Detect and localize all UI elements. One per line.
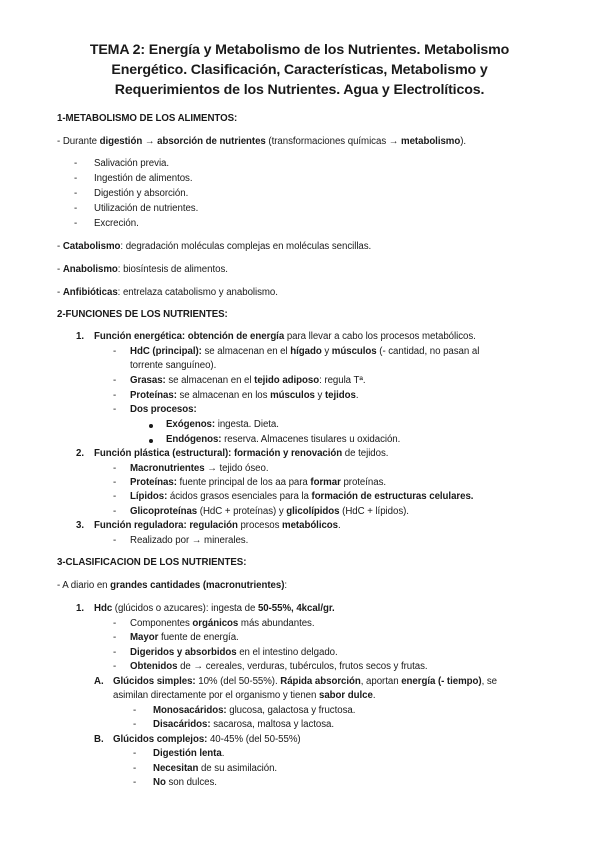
list-number: 1. (76, 603, 85, 614)
list-number: 1. (76, 331, 85, 342)
dash-bullet: - (113, 506, 117, 517)
monosacaridos-item: Monosacáridos: glucosa, galactosa y fructosa. (153, 705, 356, 716)
list-letter: B. (94, 734, 104, 745)
list-number: 3. (76, 520, 85, 531)
dash-bullet: - (74, 173, 78, 184)
endogenos-item: Endógenos: reserva. Almacenes tisulares u oxidación. (166, 434, 401, 445)
title-line-3: Requerimientos de los Nutrientes. Agua y Electrolíticos. (114, 82, 485, 98)
dash-bullet: - (113, 618, 117, 629)
dash-bullet: - (113, 404, 117, 415)
round-bullet (149, 424, 153, 428)
exogenos-item: Exógenos: ingesta. Dieta. (166, 419, 279, 430)
dash-bullet: - (74, 158, 78, 169)
section-3-heading: 3-CLASIFICACION DE LOS NUTRIENTES: (57, 557, 247, 568)
section-1-intro: - Durante digestión → absorción de nutrientes (transformaciones químicas → metabolismo). (57, 136, 467, 147)
section-3-intro: - A diario en grandes cantidades (macronutrientes): (57, 580, 288, 591)
function-reguladora: Función reguladora: regulación procesos metabólicos. (94, 520, 341, 531)
dash-bullet: - (133, 719, 137, 730)
proteinas-item: Proteínas: se almacenan en los músculos y tejidos. (130, 390, 359, 401)
dash-bullet: - (113, 463, 117, 474)
componentes-item: Componentes orgánicos más abundantes. (130, 618, 315, 629)
section-1-heading: 1-METABOLISMO DE LOS ALIMENTOS: (57, 113, 238, 124)
dash-bullet: - (74, 218, 78, 229)
dash-bullet: - (113, 375, 117, 386)
list-number: 2. (76, 448, 85, 459)
function-plastica: Función plástica (estructural): formación y renovación de tejidos. (94, 448, 389, 459)
anfibioticas-definition: - Anfibióticas: entrelaza catabolismo y anabolismo. (57, 287, 278, 298)
dash-bullet: - (113, 535, 117, 546)
dash-bullet: - (113, 390, 117, 401)
dash-bullet: - (113, 477, 117, 488)
dos-procesos-item: Dos procesos: (130, 404, 197, 415)
mayor-item: Mayor fuente de energía. (130, 632, 239, 643)
dash-bullet: - (74, 188, 78, 199)
glucidos-simples: Glúcidos simples: 10% (del 50-55%). Rápida absorción, aportan energía (- tiempo), se (113, 676, 497, 687)
dash-bullet: - (113, 491, 117, 502)
dash-bullet: - (113, 661, 117, 672)
dash-bullet: - (133, 763, 137, 774)
section-2-heading: 2-FUNCIONES DE LOS NUTRIENTES: (57, 309, 228, 320)
glicoproteinas-item: Glicoproteínas (HdC + proteínas) y glicolípidos (HdC + lípidos). (130, 506, 409, 517)
dash-bullet: - (133, 748, 137, 759)
title-line-2: Energético. Clasificación, Características, Metabolismo y (111, 62, 488, 78)
list-item: Utilización de nutrientes. (94, 203, 199, 214)
minerales-item: Realizado por → minerales. (130, 535, 249, 546)
function-energetica: Función energética: obtención de energía para llevar a cabo los procesos metabólicos. (94, 331, 476, 342)
lipidos-item: Lípidos: ácidos grasos esenciales para la formación de estructuras celulares. (130, 491, 474, 502)
hdc-heading: Hdc (glúcidos o azucares): ingesta de 50-55%, 4kcal/gr. (94, 603, 335, 614)
title-line-1: TEMA 2: Energía y Metabolismo de los Nutrientes. Metabolismo (89, 42, 510, 58)
dash-bullet: - (113, 346, 117, 357)
necesitan-item: Necesitan de su asimilación. (153, 763, 278, 774)
no-dulces-item: No son dulces. (153, 777, 217, 788)
disacaridos-item: Disacáridos: sacarosa, maltosa y lactosa. (153, 719, 335, 730)
glucidos-simples-continued: asimilan directamente por el organismo y tienen sabor dulce. (113, 690, 376, 701)
macronutrientes-item: Macronutrientes → tejido óseo. (130, 463, 269, 474)
list-item: Excreción. (94, 218, 139, 229)
proteinas-plastica-item: Proteínas: fuente principal de los aa para formar proteínas. (130, 477, 387, 488)
dash-bullet: - (133, 777, 137, 788)
list-item: Ingestión de alimentos. (94, 173, 193, 184)
digestion-lenta-item: Digestión lenta. (153, 748, 225, 759)
digeridos-item: Digeridos y absorbidos en el intestino delgado. (130, 647, 338, 658)
hdc-item: HdC (principal): se almacenan en el hígado y músculos (- cantidad, no pasan al (130, 346, 480, 357)
round-bullet (149, 439, 153, 443)
dash-bullet: - (113, 647, 117, 658)
page-title (40, 40, 559, 100)
dash-bullet: - (113, 632, 117, 643)
obtenidos-item: Obtenidos de → cereales, verduras, tubérculos, frutos secos y frutas. (130, 661, 428, 672)
anabolismo-definition: - Anabolismo: biosíntesis de alimentos. (57, 264, 228, 275)
hdc-item-continued: torrente sanguíneo). (130, 360, 217, 371)
dash-bullet: - (133, 705, 137, 716)
list-letter: A. (94, 676, 104, 687)
list-item: Digestión y absorción. (94, 188, 189, 199)
list-item: Salivación previa. (94, 158, 170, 169)
glucidos-complejos: Glúcidos complejos: 40-45% (del 50-55%) (113, 734, 301, 745)
grasas-item: Grasas: se almacenan en el tejido adiposo: regula Tª. (130, 375, 366, 386)
dash-bullet: - (74, 203, 78, 214)
catabolismo-definition: - Catabolismo: degradación moléculas complejas en moléculas sencillas. (57, 241, 372, 252)
